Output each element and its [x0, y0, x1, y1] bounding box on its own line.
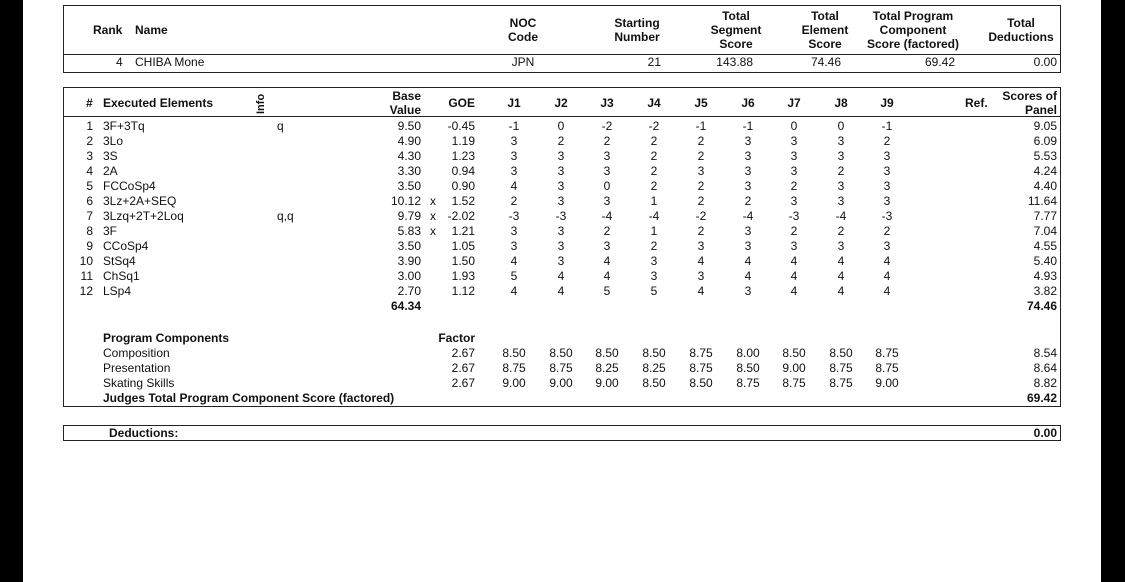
element-bonus-mark: x [430, 194, 436, 208]
element-goe: 1.05 [451, 239, 475, 253]
component-factor: 2.67 [451, 361, 475, 375]
element-code: 3F [103, 224, 118, 238]
judge-score: 3 [510, 164, 518, 178]
element-code: CCoSp4 [103, 239, 149, 253]
judge-score: 3 [837, 149, 845, 163]
judge-score: 2 [510, 194, 518, 208]
judge-score: 3 [744, 149, 752, 163]
judge-score: 3 [510, 239, 518, 253]
total-pcs-header: Total Program Component Score (factored) [866, 9, 960, 51]
judge-score: 3 [697, 239, 705, 253]
element-panel-score: 11.64 [1027, 194, 1057, 208]
judge-score: -1 [742, 119, 754, 133]
element-base-value: 9.50 [397, 119, 421, 133]
component-factor: 2.67 [451, 376, 475, 390]
judge-score: 4 [603, 254, 611, 268]
element-code: LSp4 [103, 284, 132, 298]
judge-score: 3 [510, 134, 518, 148]
element-code: StSq4 [103, 254, 136, 268]
element-number: 5 [86, 179, 93, 193]
judge-score: 2 [697, 224, 705, 238]
judge-score: 3 [837, 194, 845, 208]
element-base-value: 3.50 [397, 239, 421, 253]
name-header: Name [135, 23, 168, 37]
judge-score: -4 [601, 209, 613, 223]
skater-rank: 4 [116, 55, 123, 69]
element-panel-score: 6.09 [1033, 134, 1057, 148]
judge-score: 3 [744, 284, 752, 298]
component-judge-score: 8.50 [782, 346, 806, 360]
judge-score: 2 [650, 149, 658, 163]
element-code: 3Lo [103, 134, 124, 148]
element-code: 3F+3Tq [103, 119, 145, 133]
judge-score: 1 [650, 194, 658, 208]
judge-score: 4 [557, 269, 565, 283]
element-number: 11 [80, 269, 93, 283]
skater-pcs: 69.42 [924, 55, 955, 69]
element-goe: 1.21 [451, 224, 475, 238]
judge-score: 3 [603, 149, 611, 163]
base-value-header: Base Value [389, 89, 421, 117]
judge-score: 2 [697, 134, 705, 148]
judge-score: 3 [557, 164, 565, 178]
judge-score: 3 [837, 134, 845, 148]
element-number: 6 [86, 194, 93, 208]
judge-score: 3 [883, 149, 891, 163]
rank-header: Rank [93, 23, 123, 37]
judge-score: 3 [883, 194, 891, 208]
component-judge-score: 8.75 [689, 346, 713, 360]
judge-score: -2 [695, 209, 707, 223]
component-judge-score: 8.75 [829, 361, 853, 375]
element-code: 3Lz+2A+SEQ [103, 194, 177, 208]
total-base-value: 64.34 [390, 299, 421, 313]
judge-score: 4 [790, 269, 798, 283]
judge-score: 4 [744, 269, 752, 283]
element-number-header: # [86, 96, 93, 110]
element-code: 3S [103, 149, 118, 163]
component-judge-score: 8.50 [549, 346, 573, 360]
judge-score: 2 [557, 134, 565, 148]
judge-score: 3 [790, 239, 798, 253]
skater-name: CHIBA Mone [135, 55, 205, 69]
judge-score: 3 [744, 164, 752, 178]
element-base-value: 3.00 [397, 269, 421, 283]
component-judge-score: 8.50 [689, 376, 713, 390]
element-goe: 1.23 [451, 149, 475, 163]
judge-score: 3 [557, 194, 565, 208]
element-number: 8 [86, 224, 93, 238]
element-goe: 1.93 [451, 269, 475, 283]
component-panel-score: 8.54 [1033, 346, 1057, 360]
judge-score: 3 [697, 269, 705, 283]
component-judge-score: 8.25 [595, 361, 619, 375]
component-judge-score: 8.50 [642, 346, 666, 360]
component-judge-score: 8.75 [549, 361, 573, 375]
element-goe: -0.45 [447, 119, 475, 133]
judge-score: -4 [835, 209, 847, 223]
element-panel-score: 9.05 [1033, 119, 1057, 133]
skater-tes: 74.46 [810, 55, 841, 69]
score-sheet [23, 0, 1101, 582]
element-goe: 1.12 [451, 284, 475, 298]
judge-score: 2 [790, 224, 798, 238]
judge-score: -2 [601, 119, 613, 133]
component-judge-score: 8.00 [736, 346, 760, 360]
component-judge-score: 9.00 [549, 376, 573, 390]
judge-score: 2 [790, 179, 798, 193]
component-judge-score: 8.50 [595, 346, 619, 360]
judge-score: -4 [648, 209, 660, 223]
judge-score: 3 [557, 149, 565, 163]
element-panel-score: 4.93 [1033, 269, 1057, 283]
element-panel-score: 3.82 [1033, 284, 1057, 298]
judge-score: 3 [837, 239, 845, 253]
judge-score: 3 [510, 149, 518, 163]
judge-score: 2 [650, 164, 658, 178]
component-name: Composition [103, 346, 170, 360]
judge-score: 3 [790, 134, 798, 148]
judge-score: 2 [650, 179, 658, 193]
judge-score: -3 [555, 209, 567, 223]
component-judge-score: 8.75 [875, 346, 899, 360]
element-panel-score: 7.77 [1033, 209, 1057, 223]
judge-header-7: J7 [787, 96, 801, 110]
component-judge-score: 8.75 [875, 361, 899, 375]
judge-score: 3 [603, 194, 611, 208]
judge-score: 4 [697, 284, 705, 298]
judge-header-3: J3 [600, 96, 614, 110]
judge-score: 3 [557, 179, 565, 193]
judge-score: 3 [603, 164, 611, 178]
total-deductions-header: Total Deductions [988, 16, 1054, 44]
goe-header: GOE [448, 96, 475, 110]
total-element-header: Total Element Score [801, 9, 849, 51]
skater-tss: 143.88 [716, 55, 753, 69]
component-factor: 2.67 [451, 346, 475, 360]
judge-score: 3 [744, 179, 752, 193]
element-base-value: 4.30 [397, 149, 421, 163]
judge-score: 0 [837, 119, 845, 133]
component-judge-score: 8.75 [829, 376, 853, 390]
judge-score: 3 [790, 149, 798, 163]
judge-header-6: J6 [741, 96, 755, 110]
element-goe: 0.90 [451, 179, 475, 193]
element-goe: 0.94 [451, 164, 475, 178]
judge-score: 5 [510, 269, 518, 283]
judge-score: -2 [648, 119, 660, 133]
judge-header-8: J8 [834, 96, 848, 110]
component-judge-score: 8.75 [782, 376, 806, 390]
component-judge-score: 8.25 [642, 361, 666, 375]
element-number: 1 [86, 119, 93, 133]
judge-score: 1 [650, 224, 658, 238]
component-name: Skating Skills [103, 376, 175, 390]
element-base-value: 5.83 [397, 224, 421, 238]
deductions-value: 0.00 [1033, 426, 1057, 440]
component-judge-score: 8.50 [829, 346, 853, 360]
judge-score: -1 [695, 119, 707, 133]
judge-score: 4 [883, 284, 891, 298]
judge-score: 3 [883, 164, 891, 178]
element-number: 4 [86, 164, 93, 178]
element-code: 2A [103, 164, 118, 178]
total-elements-score: 74.46 [1026, 299, 1057, 313]
element-number: 10 [79, 254, 93, 268]
component-judge-score: 9.00 [502, 376, 526, 390]
component-judge-score: 9.00 [595, 376, 619, 390]
judge-score: 4 [790, 254, 798, 268]
element-bonus-mark: x [430, 224, 436, 238]
skater-deductions: 0.00 [1033, 55, 1057, 69]
judge-score: 2 [697, 179, 705, 193]
deductions-label: Deductions: [109, 426, 179, 440]
judge-score: 4 [837, 269, 845, 283]
judge-score: 4 [744, 254, 752, 268]
element-number: 2 [86, 134, 93, 148]
component-panel-score: 8.82 [1033, 376, 1057, 390]
judge-score: -3 [881, 209, 893, 223]
element-base-value: 2.70 [397, 284, 421, 298]
judge-score: 3 [837, 179, 845, 193]
judge-score: 3 [883, 239, 891, 253]
judge-score: 2 [883, 224, 891, 238]
component-panel-score: 8.64 [1033, 361, 1057, 375]
judge-score: 2 [650, 239, 658, 253]
judge-score: 2 [883, 134, 891, 148]
judge-score: 4 [837, 254, 845, 268]
factor-header: Factor [438, 331, 475, 345]
judge-score: -3 [788, 209, 800, 223]
judge-score: 2 [603, 224, 611, 238]
total-segment-header: Total Segment Score [710, 9, 762, 51]
element-goe: 1.50 [451, 254, 475, 268]
element-number: 7 [86, 209, 93, 223]
judge-score: 4 [697, 254, 705, 268]
judge-score: 4 [557, 284, 565, 298]
judge-score: 4 [883, 254, 891, 268]
judge-score: 3 [510, 224, 518, 238]
judge-score: 3 [697, 164, 705, 178]
component-judge-score: 8.75 [502, 361, 526, 375]
component-judge-score: 8.75 [689, 361, 713, 375]
component-judge-score: 9.00 [875, 376, 899, 390]
judge-score: -3 [508, 209, 520, 223]
judge-score: 0 [790, 119, 798, 133]
element-base-value: 3.30 [397, 164, 421, 178]
ref-header: Ref. [965, 96, 988, 110]
judge-score: 2 [837, 224, 845, 238]
element-base-value: 3.50 [397, 179, 421, 193]
component-judge-score: 8.50 [502, 346, 526, 360]
element-goe: -2.02 [447, 209, 475, 223]
judge-score: 2 [697, 149, 705, 163]
judge-score: 4 [883, 269, 891, 283]
judge-score: 3 [650, 269, 658, 283]
judge-score: 0 [603, 179, 611, 193]
judge-header-2: J2 [554, 96, 568, 110]
deductions-box [63, 425, 1061, 441]
judge-header-4: J4 [647, 96, 661, 110]
scores-of-panel-header: Scores of Panel [1002, 89, 1057, 117]
judge-score: 3 [790, 164, 798, 178]
element-base-value: 10.12 [390, 194, 421, 208]
skater-start-number: 21 [647, 55, 661, 69]
judge-score: 4 [790, 284, 798, 298]
judge-score: 5 [650, 284, 658, 298]
component-judge-score: 8.50 [642, 376, 666, 390]
element-panel-score: 4.55 [1033, 239, 1057, 253]
judge-score: 2 [650, 134, 658, 148]
element-code: ChSq1 [103, 269, 140, 283]
judge-score: 3 [744, 134, 752, 148]
judges-total-pcs-label: Judges Total Program Component Score (factored) [103, 391, 395, 405]
judge-score: 2 [603, 134, 611, 148]
element-code: FCCoSp4 [103, 179, 156, 193]
judge-score: 4 [510, 179, 518, 193]
element-base-value: 4.90 [397, 134, 421, 148]
element-panel-score: 4.40 [1033, 179, 1057, 193]
element-info: q [277, 119, 284, 133]
component-judge-score: 8.75 [736, 376, 760, 390]
judge-score: -4 [742, 209, 754, 223]
noc-header: NOC Code [508, 16, 538, 44]
judge-score: 3 [557, 254, 565, 268]
component-judge-score: 9.00 [782, 361, 806, 375]
judge-score: 0 [557, 119, 565, 133]
element-number: 12 [79, 284, 93, 298]
judge-score: 3 [557, 224, 565, 238]
starting-number-header: Starting Number [614, 16, 660, 44]
element-base-value: 9.79 [397, 209, 421, 223]
judge-score: 4 [510, 284, 518, 298]
judge-score: 4 [510, 254, 518, 268]
element-panel-score: 4.24 [1033, 164, 1057, 178]
judge-header-5: J5 [694, 96, 708, 110]
element-bonus-mark: x [430, 209, 436, 223]
judge-score: 3 [744, 239, 752, 253]
element-goe: 1.19 [451, 134, 475, 148]
judge-score: 2 [697, 194, 705, 208]
program-components-title: Program Components [103, 331, 230, 345]
judge-score: 3 [883, 179, 891, 193]
judge-score: 3 [790, 194, 798, 208]
judge-score: 2 [837, 164, 845, 178]
info-header: Info [255, 93, 267, 114]
judges-total-pcs-value: 69.42 [1026, 391, 1057, 405]
element-number: 9 [86, 239, 93, 253]
executed-elements-header: Executed Elements [103, 96, 214, 110]
judge-header-1: J1 [507, 96, 521, 110]
judge-header-9: J9 [880, 96, 894, 110]
element-info: q,q [277, 209, 294, 223]
judge-score: 2 [744, 194, 752, 208]
judge-score: 5 [603, 284, 611, 298]
element-base-value: 3.90 [397, 254, 421, 268]
judge-score: 3 [744, 224, 752, 238]
judge-score: 3 [603, 239, 611, 253]
component-judge-score: 8.50 [736, 361, 760, 375]
judge-score: -1 [881, 119, 893, 133]
judge-score: 3 [650, 254, 658, 268]
element-number: 3 [86, 149, 93, 163]
element-panel-score: 5.40 [1033, 254, 1057, 268]
component-name: Presentation [103, 361, 171, 375]
element-panel-score: 5.53 [1033, 149, 1057, 163]
element-panel-score: 7.04 [1033, 224, 1057, 238]
skater-noc: JPN [511, 55, 535, 69]
judge-score: 4 [837, 284, 845, 298]
element-goe: 1.52 [451, 194, 475, 208]
judge-score: 4 [603, 269, 611, 283]
judge-score: 3 [557, 239, 565, 253]
judge-score: -1 [508, 119, 520, 133]
element-code: 3Lzq+2T+2Loq [103, 209, 184, 223]
